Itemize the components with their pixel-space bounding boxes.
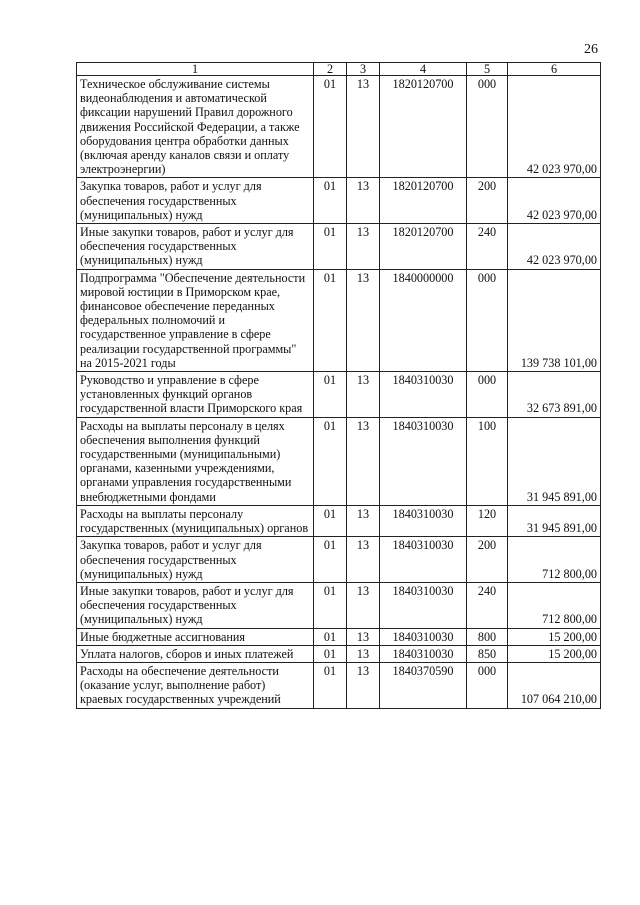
column-header: 3 xyxy=(347,63,380,76)
row-amount-cell: 32 673 891,00 xyxy=(508,372,601,418)
row-name-cell: Иные закупки товаров, работ и услуг для обеспечения государственных (муниципальных) нужд xyxy=(77,582,314,628)
row-name-cell: Техническое обслуживание системы видеонаблюдения и автоматической фиксации нарушений Правил дорожного движения Российской Федерации, а также оборудования центра обработки данных (включая аренду каналов связи и оплату электроэнергии) xyxy=(77,76,314,178)
row-target-article-cell: 1840370590 xyxy=(380,662,467,708)
page-number: 26 xyxy=(584,42,598,57)
row-expense-type-cell: 000 xyxy=(467,662,508,708)
row-target-article-cell: 1840310030 xyxy=(380,505,467,536)
row-expense-type-cell: 800 xyxy=(467,628,508,645)
table-row xyxy=(77,582,601,628)
row-target-article-cell: 1840000000 xyxy=(380,269,467,371)
row-subsection-cell: 13 xyxy=(347,269,380,371)
row-section-cell: 01 xyxy=(314,645,347,662)
row-amount-cell: 31 945 891,00 xyxy=(508,505,601,536)
row-target-article-cell: 1840310030 xyxy=(380,537,467,583)
table-row xyxy=(77,628,601,645)
table-body xyxy=(77,76,601,709)
row-section-cell: 01 xyxy=(314,372,347,418)
table-row xyxy=(77,224,601,270)
row-target-article-cell: 1840310030 xyxy=(380,645,467,662)
column-header: 6 xyxy=(508,63,601,76)
row-name-cell: Расходы на выплаты персоналу в целях обеспечения выполнения функций государственными (муниципальными) органами, казенными учреждениями, органами управления государственными внебюджетными фондами xyxy=(77,417,314,505)
row-name-cell: Подпрограмма "Обеспечение деятельности мировой юстиции в Приморском крае, финансовое обеспечение переданных федеральных полномочий и государственное управление в сфере реализации государственной программы" на 2015-2021 годы xyxy=(77,269,314,371)
column-header: 5 xyxy=(467,63,508,76)
row-expense-type-cell: 100 xyxy=(467,417,508,505)
row-amount-cell: 107 064 210,00 xyxy=(508,662,601,708)
table-row xyxy=(77,505,601,536)
row-name-cell: Закупка товаров, работ и услуг для обеспечения государственных (муниципальных) нужд xyxy=(77,537,314,583)
row-subsection-cell: 13 xyxy=(347,76,380,178)
row-name-cell: Уплата налогов, сборов и иных платежей xyxy=(77,645,314,662)
table-row xyxy=(77,537,601,583)
row-amount-cell: 712 800,00 xyxy=(508,537,601,583)
table-row xyxy=(77,662,601,708)
row-amount-cell: 15 200,00 xyxy=(508,645,601,662)
row-name-cell: Расходы на выплаты персоналу государственных (муниципальных) органов xyxy=(77,505,314,536)
row-amount-cell: 42 023 970,00 xyxy=(508,224,601,270)
row-amount-cell: 42 023 970,00 xyxy=(508,178,601,224)
row-expense-type-cell: 120 xyxy=(467,505,508,536)
row-section-cell: 01 xyxy=(314,662,347,708)
row-section-cell: 01 xyxy=(314,224,347,270)
row-amount-cell: 42 023 970,00 xyxy=(508,76,601,178)
row-subsection-cell: 13 xyxy=(347,662,380,708)
row-section-cell: 01 xyxy=(314,628,347,645)
row-target-article-cell: 1820120700 xyxy=(380,178,467,224)
row-subsection-cell: 13 xyxy=(347,178,380,224)
row-subsection-cell: 13 xyxy=(347,537,380,583)
table-row xyxy=(77,417,601,505)
column-header: 2 xyxy=(314,63,347,76)
table-row xyxy=(77,645,601,662)
row-name-cell: Закупка товаров, работ и услуг для обеспечения государственных (муниципальных) нужд xyxy=(77,178,314,224)
row-expense-type-cell: 240 xyxy=(467,224,508,270)
row-amount-cell: 139 738 101,00 xyxy=(508,269,601,371)
row-section-cell: 01 xyxy=(314,76,347,178)
row-section-cell: 01 xyxy=(314,537,347,583)
row-subsection-cell: 13 xyxy=(347,582,380,628)
row-name-cell: Руководство и управление в сфере установленных функций органов государственной власти Приморского края xyxy=(77,372,314,418)
row-amount-cell: 31 945 891,00 xyxy=(508,417,601,505)
row-section-cell: 01 xyxy=(314,582,347,628)
row-expense-type-cell: 000 xyxy=(467,372,508,418)
row-subsection-cell: 13 xyxy=(347,417,380,505)
row-name-cell: Иные бюджетные ассигнования xyxy=(77,628,314,645)
row-name-cell: Расходы на обеспечение деятельности (оказание услуг, выполнение работ) краевых государственных учреждений xyxy=(77,662,314,708)
row-amount-cell: 15 200,00 xyxy=(508,628,601,645)
row-section-cell: 01 xyxy=(314,417,347,505)
row-section-cell: 01 xyxy=(314,178,347,224)
row-target-article-cell: 1820120700 xyxy=(380,224,467,270)
row-expense-type-cell: 850 xyxy=(467,645,508,662)
row-expense-type-cell: 240 xyxy=(467,582,508,628)
row-subsection-cell: 13 xyxy=(347,224,380,270)
column-header: 4 xyxy=(380,63,467,76)
row-target-article-cell: 1820120700 xyxy=(380,76,467,178)
table-row xyxy=(77,76,601,178)
row-subsection-cell: 13 xyxy=(347,628,380,645)
table-row xyxy=(77,372,601,418)
table-header-row xyxy=(77,63,601,76)
row-amount-cell: 712 800,00 xyxy=(508,582,601,628)
row-section-cell: 01 xyxy=(314,505,347,536)
row-expense-type-cell: 000 xyxy=(467,76,508,178)
row-target-article-cell: 1840310030 xyxy=(380,372,467,418)
row-expense-type-cell: 000 xyxy=(467,269,508,371)
row-expense-type-cell: 200 xyxy=(467,178,508,224)
row-target-article-cell: 1840310030 xyxy=(380,582,467,628)
row-subsection-cell: 13 xyxy=(347,505,380,536)
row-target-article-cell: 1840310030 xyxy=(380,628,467,645)
table-row xyxy=(77,269,601,371)
row-section-cell: 01 xyxy=(314,269,347,371)
table-row xyxy=(77,178,601,224)
budget-table xyxy=(76,62,601,709)
row-subsection-cell: 13 xyxy=(347,372,380,418)
row-name-cell: Иные закупки товаров, работ и услуг для обеспечения государственных (муниципальных) нужд xyxy=(77,224,314,270)
column-header: 1 xyxy=(77,63,314,76)
row-target-article-cell: 1840310030 xyxy=(380,417,467,505)
row-subsection-cell: 13 xyxy=(347,645,380,662)
row-expense-type-cell: 200 xyxy=(467,537,508,583)
